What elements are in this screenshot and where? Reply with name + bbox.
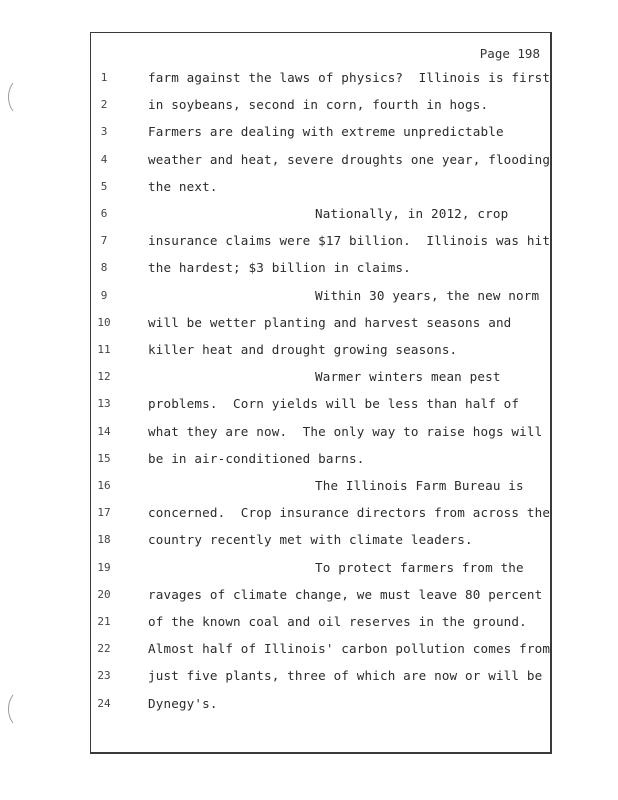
page-number-label: Page 198 (479, 46, 540, 61)
transcript-line-text: To protect farmers from the (315, 559, 524, 575)
transcript-line-text: Warmer winters mean pest (315, 369, 501, 385)
line-number: 20 (97, 587, 111, 601)
transcript-line-text: insurance claims were $17 billion. Illinois was hit (148, 233, 551, 249)
line-number: 23 (97, 669, 111, 683)
line-number: 3 (100, 125, 108, 139)
line-number: 9 (100, 288, 108, 302)
transcript-line-text: just five plants, three of which are now or will be (148, 668, 543, 684)
transcript-line-text: in soybeans, second in corn, fourth in hogs. (148, 97, 489, 113)
line-number: 2 (100, 98, 108, 112)
line-number: 15 (97, 451, 111, 465)
transcript-line-text: Within 30 years, the new norm (315, 287, 540, 303)
transcript-line-text: country recently met with climate leaders. (148, 532, 473, 548)
line-number: 7 (100, 234, 108, 248)
line-number: 21 (97, 615, 111, 628)
transcript-line-text: the next. (148, 178, 218, 194)
line-number: 22 (97, 642, 111, 656)
transcript-line-text: will be wetter planting and harvest seasons and (148, 314, 512, 330)
line-number: 6 (100, 207, 108, 220)
transcript-line-text: Farmers are dealing with extreme unpredictable (148, 124, 504, 140)
line-number: 12 (97, 370, 111, 384)
line-number: 4 (100, 152, 108, 166)
transcript-line-text: the hardest; $3 billion in claims. (148, 260, 411, 276)
transcript-line-text: concerned. Crop insurance directors from across the (148, 505, 551, 521)
line-number: 10 (97, 315, 111, 329)
transcript-line-text: weather and heat, severe droughts one year, flooding (148, 151, 551, 167)
line-number: 19 (97, 560, 111, 574)
transcript-line-text: killer heat and drought growing seasons. (148, 342, 458, 357)
transcript-line-text: Dynegy's. (148, 695, 218, 711)
line-number: 1 (100, 71, 108, 84)
line-number: 17 (97, 506, 111, 520)
transcript-line-text: problems. Corn yields will be less than half of (148, 396, 520, 412)
transcript-line-text: what they are now. The only way to raise hogs will (148, 423, 543, 439)
line-number: 14 (97, 424, 111, 438)
line-number: 11 (97, 343, 111, 356)
transcript-line-text: Almost half of Illinois' carbon pollution comes from (148, 641, 551, 657)
line-number: 5 (100, 179, 108, 193)
transcript-line-text: of the known coal and oil reserves in the ground. (148, 614, 527, 629)
line-number: 13 (97, 397, 111, 411)
punch-hole-mark-bottom (8, 690, 35, 728)
transcript-line-text: be in air-conditioned barns. (148, 450, 365, 466)
line-number: 8 (100, 261, 108, 275)
line-number: 24 (97, 696, 111, 710)
transcript-line-text: Nationally, in 2012, crop (315, 206, 509, 221)
punch-hole-mark-top (8, 78, 35, 116)
transcript-line-text: The Illinois Farm Bureau is (315, 478, 524, 493)
transcript-line-text: ravages of climate change, we must leave 80 percent (148, 586, 543, 602)
line-number: 16 (97, 479, 111, 492)
line-number: 18 (97, 533, 111, 547)
transcript-line-text: farm against the laws of physics? Illinois is first (148, 70, 551, 85)
